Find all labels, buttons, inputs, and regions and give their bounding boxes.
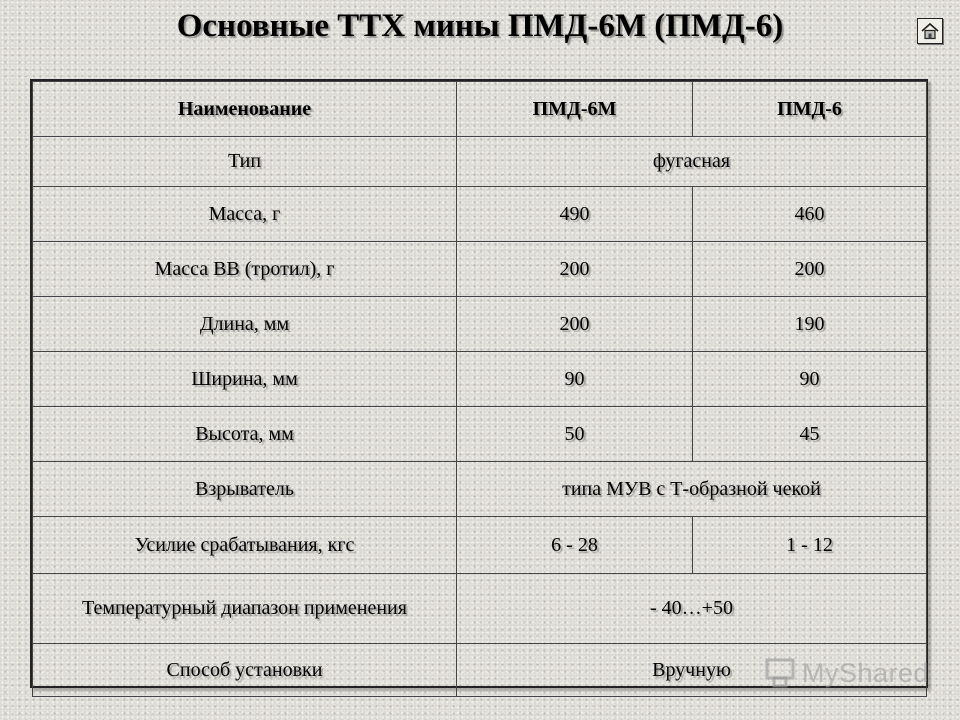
row-merged-value: - 40…+50 [457,574,927,644]
table-row [33,352,927,407]
row-value-pmd6: 45 [693,407,927,462]
table-row [33,242,927,297]
row-label: Тип [33,137,457,187]
home-button[interactable] [917,18,943,44]
row-value-pmd6m: 6 - 28 [457,517,693,574]
table-row [33,187,927,242]
row-value-pmd6: 200 [693,242,927,297]
row-value-pmd6m: 200 [457,242,693,297]
row-value-pmd6m: 490 [457,187,693,242]
row-value-pmd6: 190 [693,297,927,352]
header-name: Наименование [33,82,457,137]
row-label: Температурный диапазон применения [33,574,457,644]
row-label: Способ установки [33,644,457,697]
row-value-pmd6: 460 [693,187,927,242]
row-value-pmd6: 1 - 12 [693,517,927,574]
presentation-icon [764,657,798,689]
row-value-pmd6m: 200 [457,297,693,352]
row-label: Длина, мм [33,297,457,352]
header-pmd6m: ПМД-6М [457,82,693,137]
row-label: Масса, г [33,187,457,242]
row-label: Масса ВВ (тротил), г [33,242,457,297]
specs-table [30,79,928,688]
page-title: Основные ТТХ мины ПМД-6М (ПМД-6) [176,8,784,44]
row-merged-value: типа МУВ с Т-образной чекой [457,462,927,517]
header-pmd6: ПМД-6 [693,82,927,137]
table-row [33,517,927,574]
row-label: Высота, мм [33,407,457,462]
table-row [33,137,927,187]
row-label: Ширина, мм [33,352,457,407]
row-merged-value: фугасная [457,137,927,187]
row-label: Усилие срабатывания, кгс [33,517,457,574]
watermark [764,656,929,690]
row-value-pmd6m: 50 [457,407,693,462]
table-row [33,462,927,517]
table-row [33,574,927,644]
row-merged-value: Вручную [457,644,927,697]
table-header-row [33,82,927,137]
home-icon [921,22,939,40]
table-row [33,407,927,462]
row-value-pmd6m: 90 [457,352,693,407]
watermark-text: MyShared [802,657,930,688]
table-row [33,297,927,352]
row-value-pmd6: 90 [693,352,927,407]
row-label: Взрыватель [33,462,457,517]
